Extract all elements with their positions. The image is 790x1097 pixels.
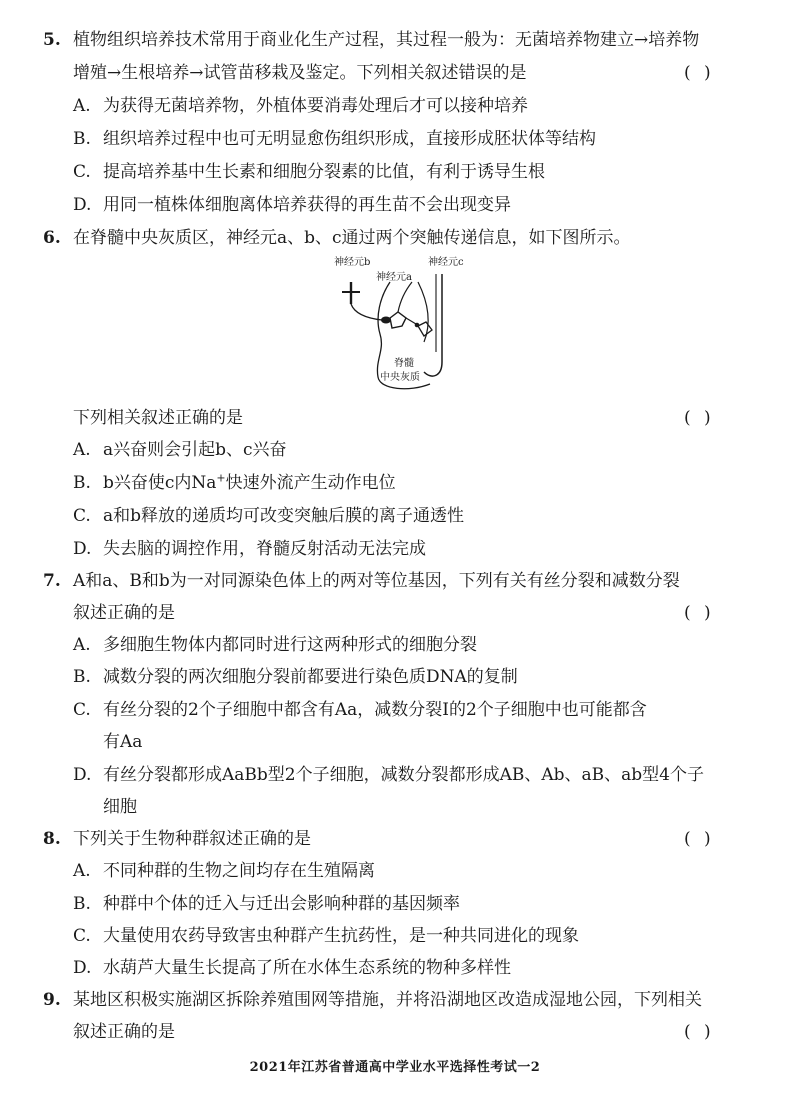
q8-option-d [0, 952, 790, 984]
q5-line1 [0, 24, 790, 56]
option-text-pre: b兴奋使c内Na [103, 473, 217, 493]
gray-matter-inner [418, 282, 428, 342]
neuron-a-fiber [398, 282, 412, 312]
option-letter: B. [73, 129, 91, 149]
q5-option-d [0, 189, 790, 221]
option-text: 水葫芦大量生长提高了所在水体生态系统的物种多样性 [103, 958, 511, 978]
option-text [103, 467, 396, 499]
option-text: 有丝分裂都形成AaBb型2个子细胞，减数分裂都形成AB、Ab、aB、ab型4个子 [103, 765, 704, 785]
option-letter: A. [73, 861, 91, 881]
option-text-continued: 有Aa [103, 732, 143, 752]
option-letter: D. [73, 765, 92, 785]
option-text: 组织培养过程中也可无明显愈伤组织形成，直接形成胚状体等结构 [103, 129, 596, 149]
option-letter: B. [73, 894, 91, 914]
option-text: 用同一植株体细胞离体培养获得的再生苗不会出现变异 [103, 195, 511, 215]
q5-number: 5. [43, 30, 61, 50]
option-letter: B. [73, 473, 91, 493]
q7-number: 7. [43, 571, 61, 591]
q5-answer-blank: ( ) [684, 63, 715, 83]
option-text: a和b释放的递质均可改变突触后膜的离子通透性 [103, 506, 465, 526]
neuron-a-axon [406, 318, 416, 324]
label-neuron-a: 神经元a [376, 272, 412, 283]
option-text: 为获得无菌培养物，外植体要消毒处理后才可以接种培养 [103, 96, 528, 116]
q7-option-c-cont [0, 726, 790, 758]
q5-option-c [0, 156, 790, 188]
option-letter: A. [73, 96, 91, 116]
option-text: a兴奋则会引起b、c兴奋 [103, 440, 287, 460]
q5-stem-line1: 植物组织培养技术常用于商业化生产过程，其过程一般为：无菌培养物建立→培养物 [73, 30, 700, 50]
q7-option-b [0, 661, 790, 693]
q6-number: 6. [43, 228, 61, 248]
q6-stem-line [0, 402, 790, 434]
label-central-gray: 中央灰质 [380, 372, 420, 383]
q6-answer-blank: ( ) [684, 408, 715, 428]
option-letter: C. [73, 700, 91, 720]
q7-answer-blank: ( ) [684, 603, 715, 623]
option-letter: C. [73, 162, 91, 182]
page-footer: 2021年江苏省普通高中学业水平选择性考试一2 [249, 1060, 541, 1075]
q7-stem-line2: 叙述正确的是 [73, 603, 175, 623]
q7-option-d-cont [0, 791, 790, 823]
label-spine: 脊髓 [394, 358, 414, 369]
option-letter: D. [73, 958, 92, 978]
q5-stem-line2: 增殖→生根培养→试管苗移栽及鉴定。下列相关叙述错误的是 [73, 63, 527, 83]
q8-stem-line1: 下列关于生物种群叙述正确的是 [73, 829, 311, 849]
option-text: 提高培养基中生长素和细胞分裂素的比值，有利于诱导生根 [103, 162, 545, 182]
q5-line2 [0, 57, 790, 89]
q7-stem-line1: A和a、B和b为一对同源染色体上的两对等位基因，下列有关有丝分裂和减数分裂 [73, 571, 680, 591]
option-letter: C. [73, 506, 91, 526]
option-text-continued: 细胞 [103, 797, 137, 817]
q6-stem-line1: 在脊髓中央灰质区，神经元a、b、c通过两个突触传递信息，如下图所示。 [73, 228, 631, 248]
option-letter: A. [73, 440, 91, 460]
q8-option-a [0, 855, 790, 887]
q6-option-d [0, 533, 790, 565]
q9-stem-line1: 某地区积极实施湖区拆除养殖围网等措施，并将沿湖地区改造成湿地公园，下列相关 [73, 990, 702, 1010]
neuron-c-fiber [424, 274, 442, 376]
neuron-b-fiber [351, 304, 382, 320]
q8-option-b [0, 888, 790, 920]
option-letter: B. [73, 667, 91, 687]
q5-option-b [0, 123, 790, 155]
option-letter: A. [73, 635, 91, 655]
superscript: + [216, 471, 226, 485]
label-neuron-c: 神经元c [428, 257, 464, 268]
q9-answer-blank: ( ) [684, 1022, 715, 1042]
option-text-post: 快速外流产生动作电位 [225, 473, 396, 493]
option-text: 减数分裂的两次细胞分裂前都要进行染色质DNA的复制 [103, 667, 518, 687]
q9-number: 9. [43, 990, 61, 1010]
q8-line1 [0, 823, 790, 855]
option-text: 大量使用农药导致害虫种群产生抗药性，是一种共同进化的现象 [103, 926, 579, 946]
option-letter: D. [73, 539, 92, 559]
q9-line1 [0, 984, 790, 1016]
neuron-diagram [320, 252, 480, 394]
option-text: 不同种群的生物之间均存在生殖隔离 [103, 861, 375, 881]
q8-answer-blank: ( ) [684, 829, 715, 849]
option-letter: C. [73, 926, 91, 946]
neuron-c-body [418, 322, 432, 336]
option-text: 失去脑的调控作用，脊髓反射活动无法完成 [103, 539, 426, 559]
q6-option-b [0, 467, 790, 499]
option-text: 有丝分裂的2个子细胞中都含有Aa，减数分裂Ⅰ的2个子细胞中也可能都含 [103, 700, 647, 720]
q6-option-a [0, 434, 790, 466]
option-letter: D. [73, 195, 92, 215]
q8-number: 8. [43, 829, 61, 849]
q9-line2 [0, 1016, 790, 1048]
q7-line2 [0, 597, 790, 629]
q9-stem-line2: 叙述正确的是 [73, 1022, 175, 1042]
q7-line1 [0, 565, 790, 597]
label-neuron-b: 神经元b [334, 257, 371, 268]
q6-stem-line2: 下列相关叙述正确的是 [73, 408, 243, 428]
option-text: 多细胞生物体内都同时进行这两种形式的细胞分裂 [103, 635, 477, 655]
q5-option-a [0, 90, 790, 122]
q7-option-a [0, 629, 790, 661]
q7-option-d [0, 759, 790, 791]
q6-line1 [0, 222, 790, 254]
neuron-a-body [390, 312, 406, 328]
q7-option-c [0, 694, 790, 726]
q6-option-c [0, 500, 790, 532]
q8-option-c [0, 920, 790, 952]
option-text: 种群中个体的迁入与迁出会影响种群的基因频率 [103, 894, 460, 914]
